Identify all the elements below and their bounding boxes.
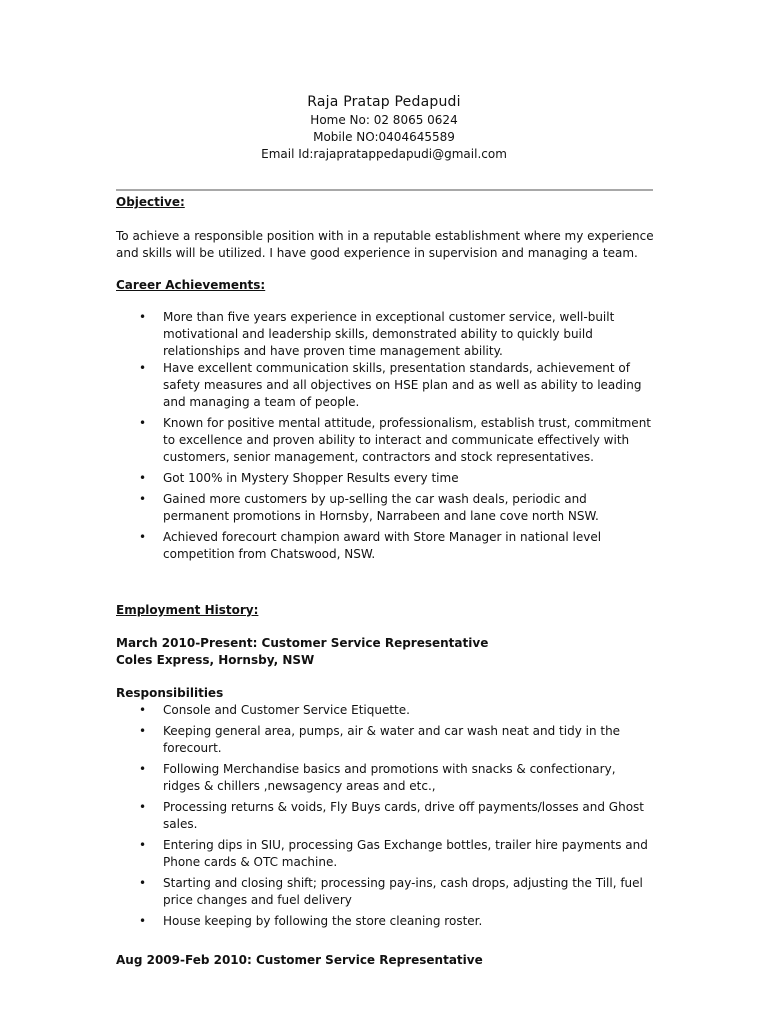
resume-body: [116, 194, 656, 969]
achievements-heading: Career Achievements:: [116, 278, 266, 292]
home-phone: Home No: 02 8065 0624: [310, 113, 458, 127]
header-divider: [116, 189, 653, 191]
list-item-text: Achieved forecourt champion award with Store Manager in national level competition from Chatswood, NSW.: [163, 530, 602, 561]
list-item-text: Starting and closing shift; processing pay-ins, cash drops, adjusting the Till, fuel price changes and fuel delivery: [163, 876, 643, 907]
list-item: [116, 799, 656, 833]
list-item-text: Known for positive mental attitude, professionalism, establish trust, commitment to excellence and proven ability to interact and communicate effectively with customers, senior management, contractors and stock representatives.: [163, 416, 652, 464]
job2-title: Aug 2009-Feb 2010: Customer Service Representative: [116, 953, 483, 967]
mobile-phone: Mobile NO:0404645589: [313, 130, 455, 144]
job1-title: March 2010-Present: Customer Service Representative: [116, 636, 489, 650]
list-item: [116, 723, 656, 757]
list-item: [116, 875, 656, 909]
list-item: [116, 837, 656, 871]
list-item-text: Following Merchandise basics and promotions with snacks & confectionary, ridges & chillers ,newsagency areas and etc.,: [163, 762, 616, 793]
list-item: [116, 470, 656, 487]
resume-header: [0, 92, 768, 163]
objective-text: To achieve a responsible position with in a reputable establishment where my experience and skills will be utilized. I have good experience in supervision and managing a team.: [116, 229, 654, 260]
list-item: [116, 761, 656, 795]
email-address: Email Id:rajapratappedapudi@gmail.com: [261, 147, 507, 161]
list-item-text: House keeping by following the store cleaning roster.: [163, 914, 483, 928]
list-item-text: Gained more customers by up-selling the car wash deals, periodic and permanent promotions in Hornsby, Narrabeen and lane cove north NSW.: [163, 492, 599, 523]
candidate-name: Raja Pratap Pedapudi: [307, 94, 461, 110]
objective-heading: Objective:: [116, 195, 185, 209]
list-item-text: More than five years experience in exceptional customer service, well-built motivational and leadership skills, demonstrated ability to quickly build relationships and have proven time management ability.: [163, 310, 615, 358]
list-item: [116, 491, 656, 525]
list-item-text: Entering dips in SIU, processing Gas Exchange bottles, trailer hire payments and Phone cards & OTC machine.: [163, 838, 648, 869]
list-item-text: Have excellent communication skills, presentation standards, achievement of safety measures and all objectives on HSE plan and as well as ability to leading and managing a team of people.: [163, 361, 642, 409]
list-item: [116, 702, 656, 719]
job1-company: Coles Express, Hornsby, NSW: [116, 653, 315, 667]
list-item-text: Console and Customer Service Etiquette.: [163, 703, 410, 717]
list-item: [116, 309, 656, 360]
list-item-text: Processing returns & voids, Fly Buys cards, drive off payments/losses and Ghost sales.: [163, 800, 645, 831]
list-item-text: Got 100% in Mystery Shopper Results every time: [163, 471, 459, 485]
list-item: [116, 529, 656, 563]
employment-heading: Employment History:: [116, 603, 259, 617]
list-item-text: Keeping general area, pumps, air & water and car wash neat and tidy in the forecourt.: [163, 724, 621, 755]
list-item: [116, 415, 656, 466]
list-item: [116, 913, 656, 930]
list-item: [116, 360, 656, 411]
responsibilities-list: [116, 702, 656, 930]
responsibilities-heading: Responsibilities: [116, 686, 224, 700]
achievements-list: [116, 309, 656, 563]
